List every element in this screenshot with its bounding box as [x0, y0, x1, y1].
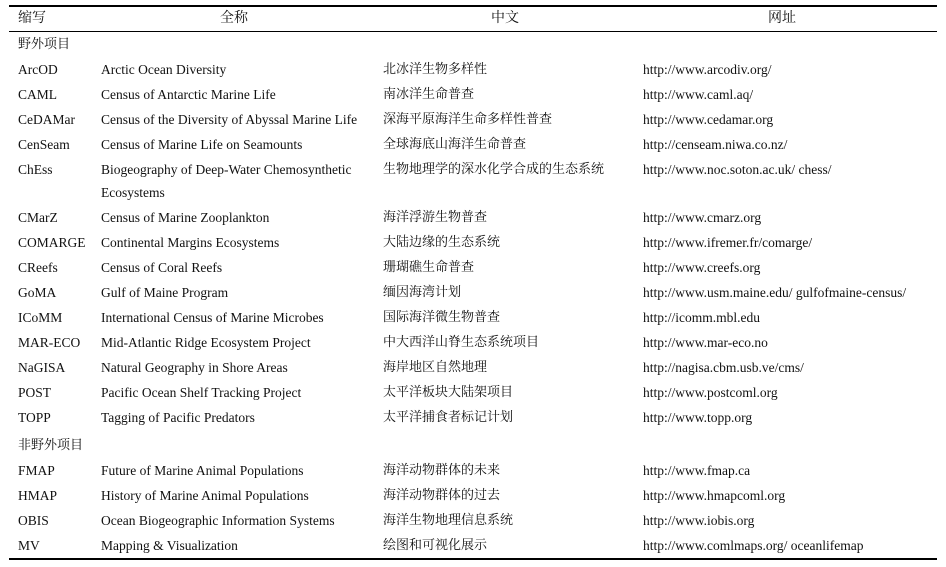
cell-abbr: COMARGE: [18, 235, 86, 250]
cell-chinese: 海洋动物群体的未来: [383, 463, 501, 478]
cell-abbr: ArcOD: [18, 62, 58, 77]
cell-url[interactable]: http://www.mar-eco.no: [643, 335, 768, 350]
cell-chinese: 太平洋板块大陆架项目: [383, 385, 514, 400]
header-url: 网址: [768, 10, 796, 26]
cell-abbr: CReefs: [18, 260, 58, 275]
cell-chinese: 海洋生物地理信息系统: [383, 513, 514, 528]
cell-full-name: Pacific Ocean Shelf Tracking Project: [101, 385, 302, 400]
cell-url[interactable]: http://www.caml.aq/: [643, 87, 754, 102]
cell-full-name: Census of Marine Life on Seamounts: [101, 137, 303, 152]
cell-chinese: 缅因海湾计划: [383, 285, 462, 300]
section-title: 非野外项目: [18, 438, 84, 453]
cell-url[interactable]: http://www.ifremer.fr/comarge/: [643, 235, 813, 250]
cell-abbr: MV: [18, 538, 40, 553]
cell-abbr: GoMA: [18, 285, 57, 300]
cell-url[interactable]: http://www.creefs.org: [643, 260, 761, 275]
cell-full-name: Census of Coral Reefs: [101, 260, 223, 275]
cell-chinese: 海洋浮游生物普查: [383, 210, 488, 225]
cell-full-name: Ocean Biogeographic Information Systems: [101, 513, 335, 528]
cell-full-name: Tagging of Pacific Predators: [101, 410, 255, 425]
cell-url[interactable]: http://www.iobis.org: [643, 513, 755, 528]
cell-abbr: POST: [18, 385, 52, 400]
cell-full-name: History of Marine Animal Populations: [101, 488, 309, 503]
cell-chinese: 珊瑚礁生命普查: [383, 260, 475, 275]
cell-abbr: MAR-ECO: [18, 335, 81, 350]
cell-url[interactable]: http://www.topp.org: [643, 410, 753, 425]
cell-url[interactable]: http://www.arcodiv.org/: [643, 62, 772, 77]
cell-url[interactable]: http://www.cmarz.org: [643, 210, 762, 225]
cell-full-name: Mapping & Visualization: [101, 538, 238, 553]
cell-chinese: 深海平原海洋生命多样性普查: [383, 112, 553, 127]
cell-chinese: 国际海洋微生物普查: [383, 310, 501, 325]
cell-abbr: TOPP: [18, 410, 51, 425]
cell-chinese: 太平洋捕食者标记计划: [383, 410, 514, 425]
cell-full-name: International Census of Marine Microbes: [101, 310, 324, 325]
header-full-name: 全称: [220, 10, 248, 26]
cell-url[interactable]: http://nagisa.cbm.usb.ve/cms/: [643, 360, 804, 375]
cell-full-name: Future of Marine Animal Populations: [101, 463, 304, 478]
cell-chinese: 生物地理学的深水化学合成的生态系统: [383, 162, 605, 177]
cell-chinese: 南冰洋生命普查: [383, 87, 475, 102]
cell-chinese: 绘图和可视化展示: [383, 538, 488, 553]
cell-chinese: 全球海底山海洋生命普查: [383, 137, 527, 152]
cell-abbr: CeDAMar: [18, 112, 75, 127]
section-title: 野外项目: [18, 37, 71, 52]
cell-chinese: 大陆边缘的生态系统: [383, 235, 501, 250]
header-abbr: 缩写: [18, 10, 46, 26]
cell-chinese: 北冰洋生物多样性: [383, 62, 488, 77]
cell-url[interactable]: http://icomm.mbl.edu: [643, 310, 760, 325]
cell-full-name: Census of the Diversity of Abyssal Marine Life: [101, 112, 358, 127]
cell-url[interactable]: http://www.usm.maine.edu/ gulfofmaine-census/: [643, 285, 907, 300]
cell-abbr: ChEss: [18, 162, 53, 177]
cell-abbr: CMarZ: [18, 210, 58, 225]
cell-url[interactable]: http://censeam.niwa.co.nz/: [643, 137, 788, 152]
cell-abbr: HMAP: [18, 488, 58, 503]
cell-full-name: Biogeography of Deep-Water Chemosynthetic Ecosystems: [101, 162, 352, 200]
cell-abbr: NaGISA: [18, 360, 66, 375]
cell-url[interactable]: http://www.hmapcoml.org: [643, 488, 786, 503]
cell-url[interactable]: http://www.fmap.ca: [643, 463, 751, 478]
header-rule: [9, 31, 937, 32]
cell-full-name: Natural Geography in Shore Areas: [101, 360, 288, 375]
cell-full-name: Arctic Ocean Diversity: [101, 62, 227, 77]
cell-abbr: OBIS: [18, 513, 49, 528]
cell-abbr: ICoMM: [18, 310, 63, 325]
cell-chinese: 海岸地区自然地理: [383, 360, 488, 375]
cell-chinese: 海洋动物群体的过去: [383, 488, 501, 503]
cell-full-name: Gulf of Maine Program: [101, 285, 229, 300]
cell-url[interactable]: http://www.noc.soton.ac.uk/ chess/: [643, 162, 832, 177]
cell-full-name: Continental Margins Ecosystems: [101, 235, 280, 250]
cell-chinese: 中大西洋山脊生态系统项目: [383, 335, 540, 350]
cell-full-name: Census of Antarctic Marine Life: [101, 87, 276, 102]
cell-url[interactable]: http://www.cedamar.org: [643, 112, 774, 127]
top-rule: [9, 5, 937, 7]
cell-full-name: Census of Marine Zooplankton: [101, 210, 270, 225]
header-chinese: 中文: [491, 10, 519, 26]
cell-url[interactable]: http://www.comlmaps.org/ oceanlifemap: [643, 538, 864, 553]
cell-url[interactable]: http://www.postcoml.org: [643, 385, 778, 400]
cell-abbr: CAML: [18, 87, 58, 102]
cell-full-name: Mid-Atlantic Ridge Ecosystem Project: [101, 335, 311, 350]
cell-abbr: FMAP: [18, 463, 55, 478]
bottom-rule: [9, 558, 937, 560]
cell-abbr: CenSeam: [18, 137, 70, 152]
